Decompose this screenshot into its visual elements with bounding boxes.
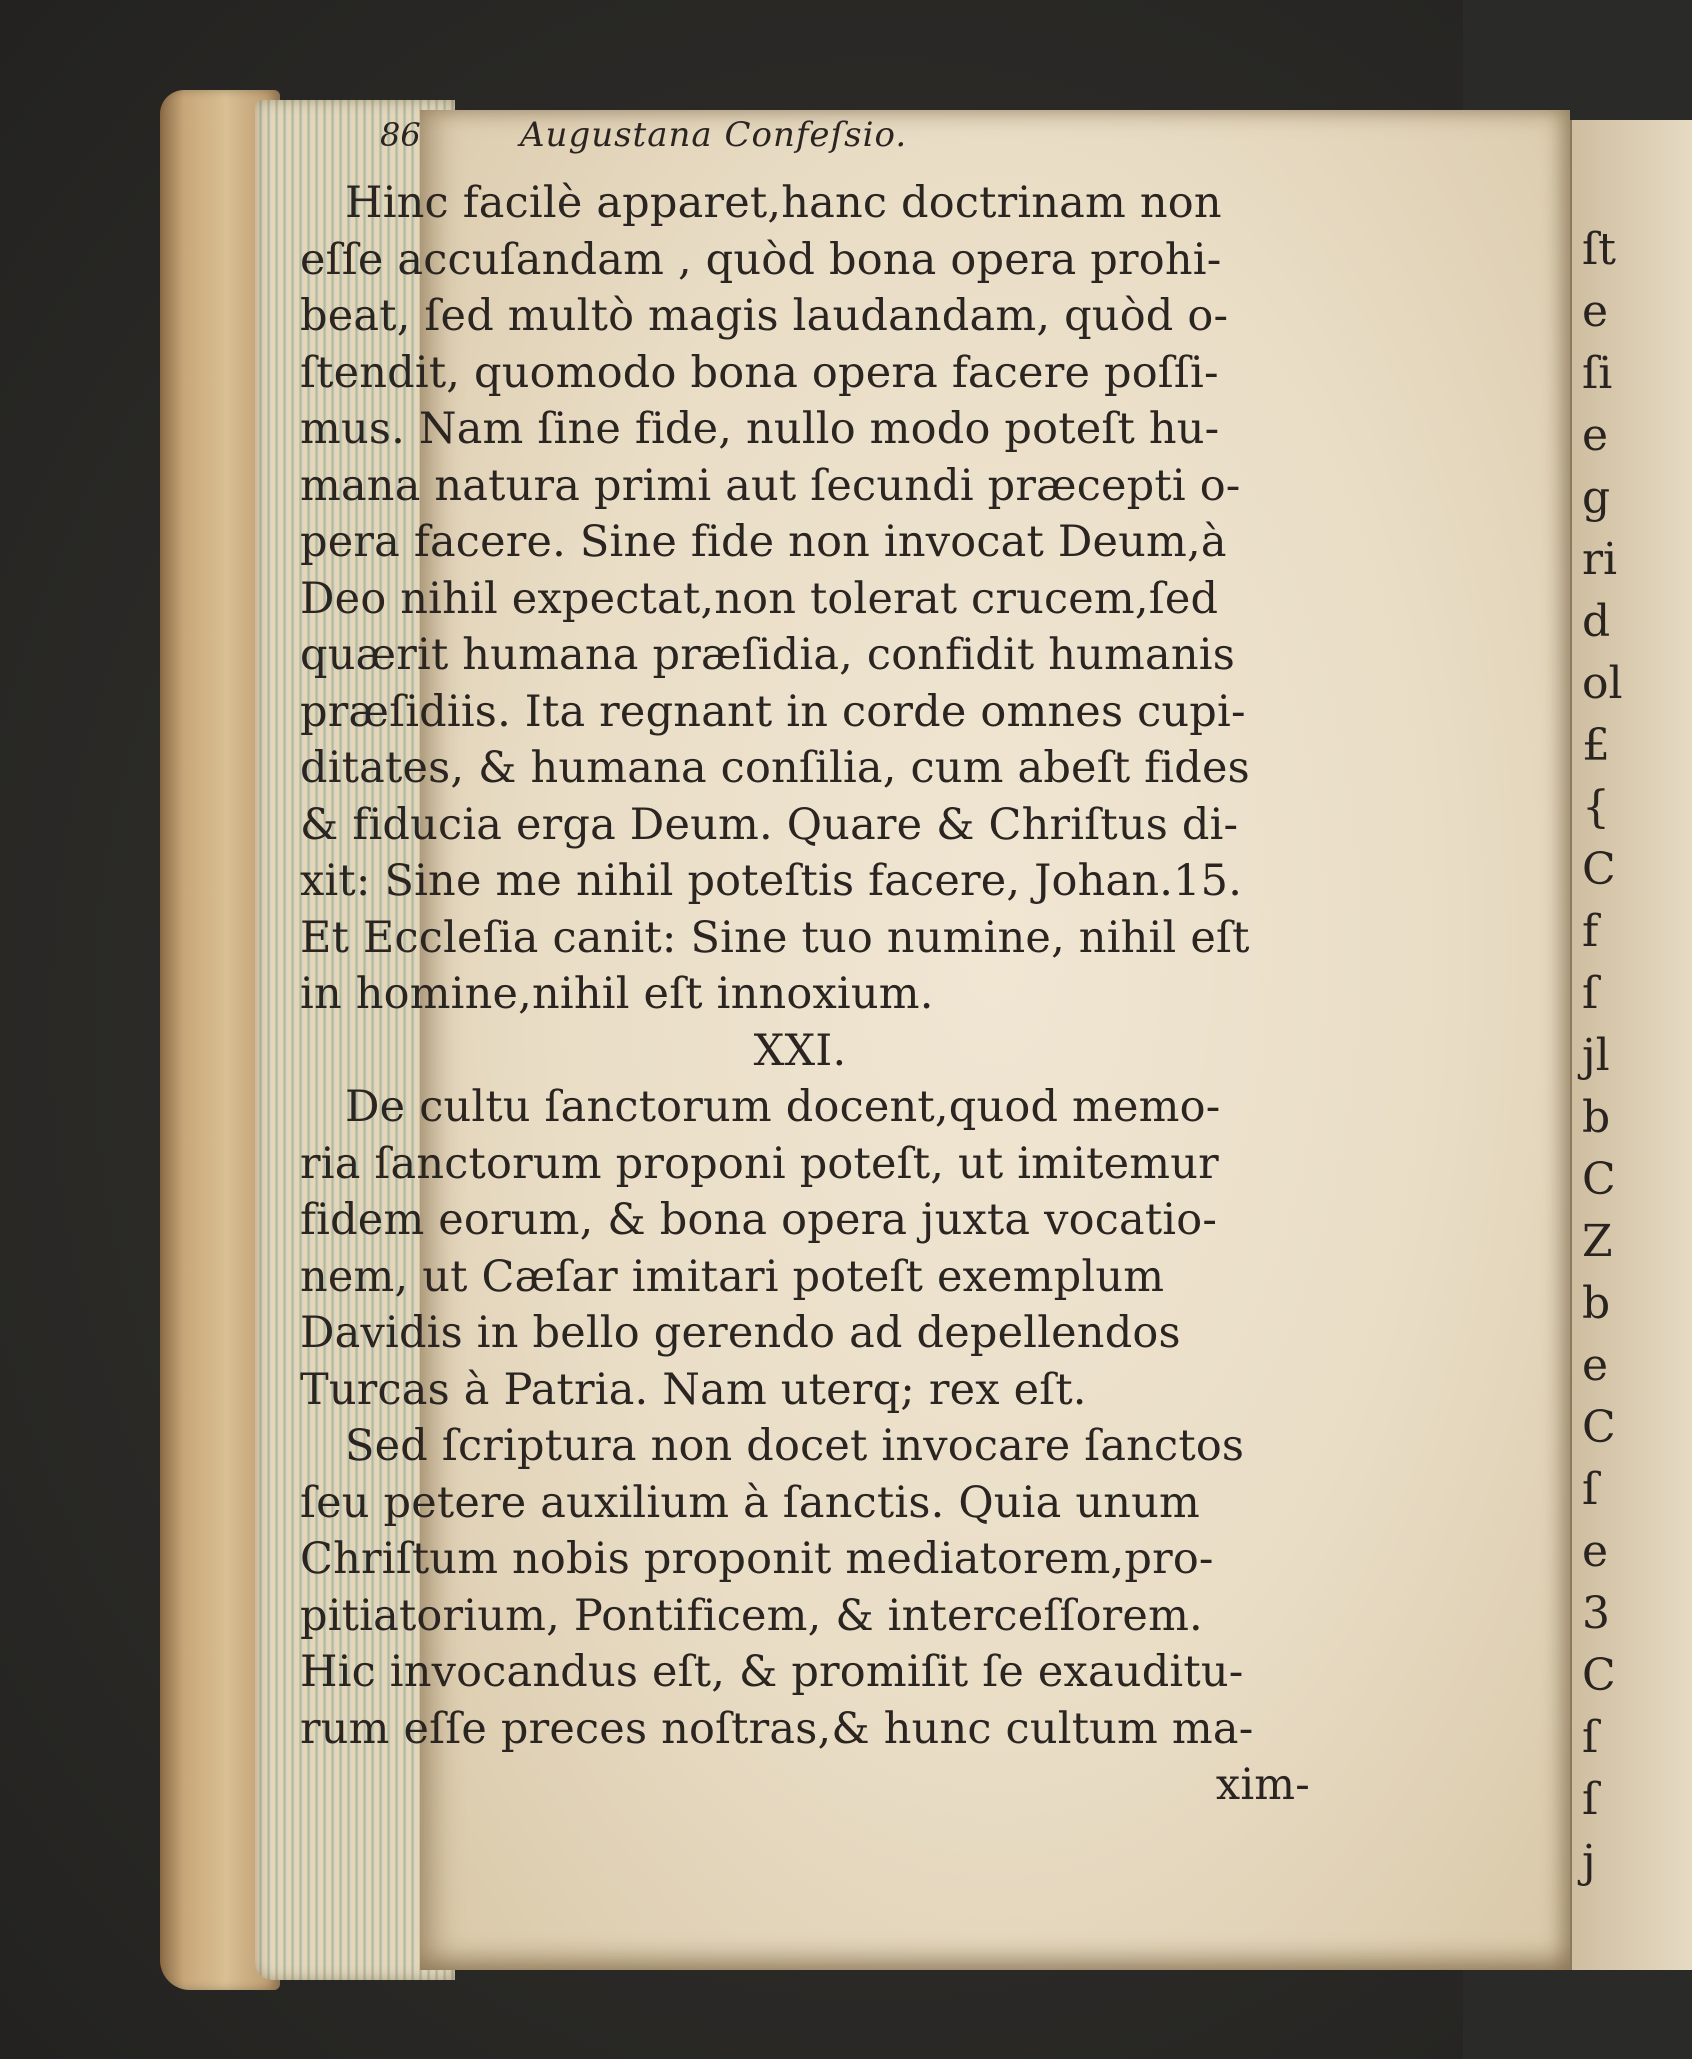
text-line: præſidiis. Ita regnant in corde omnes cupi-: [300, 686, 1246, 737]
paragraph-section: [300, 1079, 1430, 1418]
text-line: Chriſtum nobis proponit mediatorem,pro-: [300, 1534, 1214, 1584]
facing-page-glyph: g: [1582, 472, 1611, 523]
facing-page-glyph: ſ: [1582, 1774, 1599, 1825]
text-line: fidem eorum, & bona opera juxta vocatio-: [300, 1195, 1218, 1245]
page-number: 86: [380, 116, 421, 154]
facing-page-glyph: ſ: [1582, 1464, 1599, 1515]
text-line: Turcas à Patria. Nam uterq; rex eſt.: [300, 1364, 1087, 1415]
facing-page-glyph: e: [1582, 1526, 1609, 1577]
facing-page-glyph: ri: [1582, 534, 1618, 585]
facing-page-glyph: Z: [1582, 1216, 1613, 1267]
facing-page-glyph: f: [1582, 906, 1599, 957]
text-line: Davidis in bello gerendo ad depellendos: [300, 1308, 1181, 1358]
facing-page-glyph: ſi: [1582, 348, 1613, 399]
facing-page-glyph: C: [1582, 1402, 1616, 1453]
paragraph-body: [300, 175, 1430, 1023]
facing-page-glyph: ſ: [1582, 1712, 1599, 1763]
text-line: quærit humana præſidia, confidit humanis: [300, 630, 1235, 680]
text-line: eſſe accuſandam , quòd bona opera prohi-: [300, 234, 1222, 285]
facing-page-glyph: b: [1582, 1278, 1611, 1329]
facing-page-glyph: e: [1582, 410, 1609, 461]
catchword: xim-: [1215, 1760, 1310, 1810]
paragraph-section-2: [300, 1418, 1430, 1757]
text-line: xit: Sine me nihil poteſtis facere, Johan.15.: [300, 856, 1243, 906]
text-line: Hinc facilè apparet,hanc doctrinam non: [345, 178, 1222, 228]
text-line: ſtendit, quomodo bona opera facere poſſi-: [300, 347, 1219, 398]
text-line: beat, ſed multò magis laudandam, quòd o-: [300, 291, 1229, 341]
text-line: mus. Nam ſine fide, nullo modo poteſt hu-: [300, 404, 1220, 454]
text-line: Hic invocandus eſt, & promiſit ſe exauditu-: [300, 1647, 1244, 1697]
text-line: Deo nihil expectat,non tolerat crucem,ſed: [300, 573, 1219, 624]
text-line: ria ſanctorum proponi poteſt, ut imitemur: [300, 1138, 1219, 1189]
facing-page-glyph: £: [1582, 720, 1610, 771]
text-line: mana natura primi aut ſecundi præcepti o-: [300, 460, 1241, 511]
text-line: nem, ut Cæſar imitari poteſt exemplum: [300, 1251, 1165, 1302]
page-text: [300, 115, 1430, 1814]
text-line: ditates, & humana conſilia, cum abeſt fides: [300, 743, 1250, 793]
text-line: rum eſſe preces noſtras,& hunc cultum ma-: [300, 1703, 1254, 1754]
text-line: pitiatorium, Pontificem, & interceſſorem.: [300, 1590, 1203, 1641]
running-header: [300, 115, 1430, 175]
facing-page-glyph: 3: [1582, 1588, 1610, 1639]
facing-page-glyph: C: [1582, 1154, 1616, 1205]
facing-page-glyph: j: [1582, 1836, 1596, 1887]
facing-page-glyph: jl: [1582, 1030, 1610, 1081]
facing-page-glyph: e: [1582, 286, 1609, 337]
facing-page-glyph: ol: [1582, 658, 1623, 709]
section-number: XXI.: [753, 1025, 847, 1076]
text-line: & fiducia erga Deum. Quare & Chriſtus di-: [300, 799, 1239, 850]
text-line: in homine,nihil eſt innoxium.: [300, 969, 934, 1019]
text-line: Sed ſcriptura non docet invocare ſanctos: [345, 1421, 1245, 1471]
facing-page-edge: [1570, 120, 1692, 1970]
text-line: ſeu petere auxilium à ſanctis. Quia unum: [300, 1477, 1200, 1528]
facing-page-glyph: C: [1582, 1650, 1616, 1701]
facing-page-glyph: {: [1582, 782, 1610, 833]
running-title: Augustana Confeſsio.: [520, 115, 908, 155]
facing-page-glyph: d: [1582, 596, 1611, 647]
facing-page-glyph: ſ: [1582, 968, 1599, 1019]
text-line: Et Eccleſia canit: Sine tuo numine, nihil eſt: [300, 912, 1250, 963]
text-line: De cultu ſanctorum docent,quod memo-: [345, 1082, 1221, 1132]
facing-page-glyph: ſt: [1582, 224, 1616, 275]
facing-page-glyph: b: [1582, 1092, 1611, 1143]
facing-page-glyph: e: [1582, 1340, 1609, 1391]
text-line: pera facere. Sine fide non invocat Deum,à: [300, 517, 1227, 567]
facing-page-glyph: C: [1582, 844, 1616, 895]
